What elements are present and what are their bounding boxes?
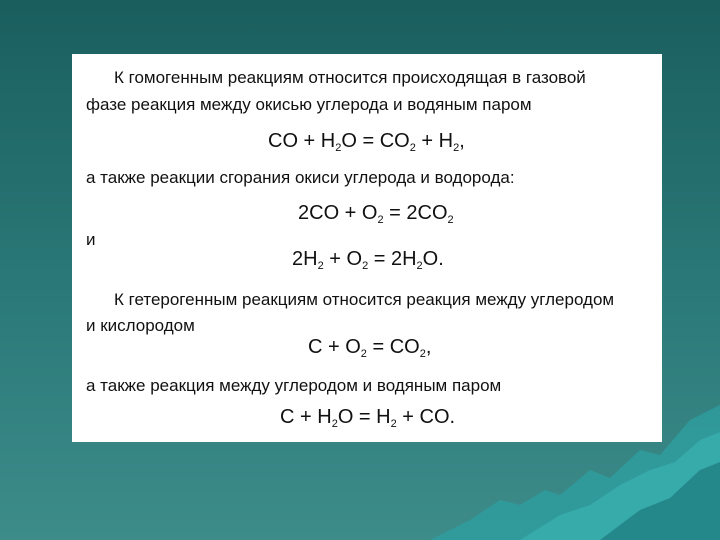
paragraph-4: а также реакция между углеродом и водяным паром (86, 376, 502, 395)
formula-carbon-steam: $C + H_2O = H_2$ + CO. (280, 406, 456, 430)
conjunction-i: и (86, 230, 96, 249)
formula-h2-combustion: $2H_2 + O_2 = 2H_2O$. (292, 248, 444, 272)
paragraph-3-line-2: и кислородом (86, 316, 195, 335)
document-card (72, 54, 662, 442)
paragraph-2: а также реакции сгорания окиси углерода и водорода: (86, 168, 515, 187)
formula-water-gas-shift: CO + $H_2O = CO_2 + H_2$, (268, 130, 465, 154)
formula-carbon-oxygen: $C + O_2 = CO_2$, (308, 336, 432, 360)
formula-co-combustion: $2CO + O_2 = 2CO_2$ (298, 202, 454, 226)
paragraph-1-line-1: К гомогенным реакциям относится происходящая в газовой (114, 68, 586, 87)
paragraph-1-line-2: фазе реакция между окисью углерода и водяным паром (86, 95, 532, 114)
paragraph-3-line-1: К гетерогенным реакциям относится реакция между углеродом (114, 290, 615, 309)
